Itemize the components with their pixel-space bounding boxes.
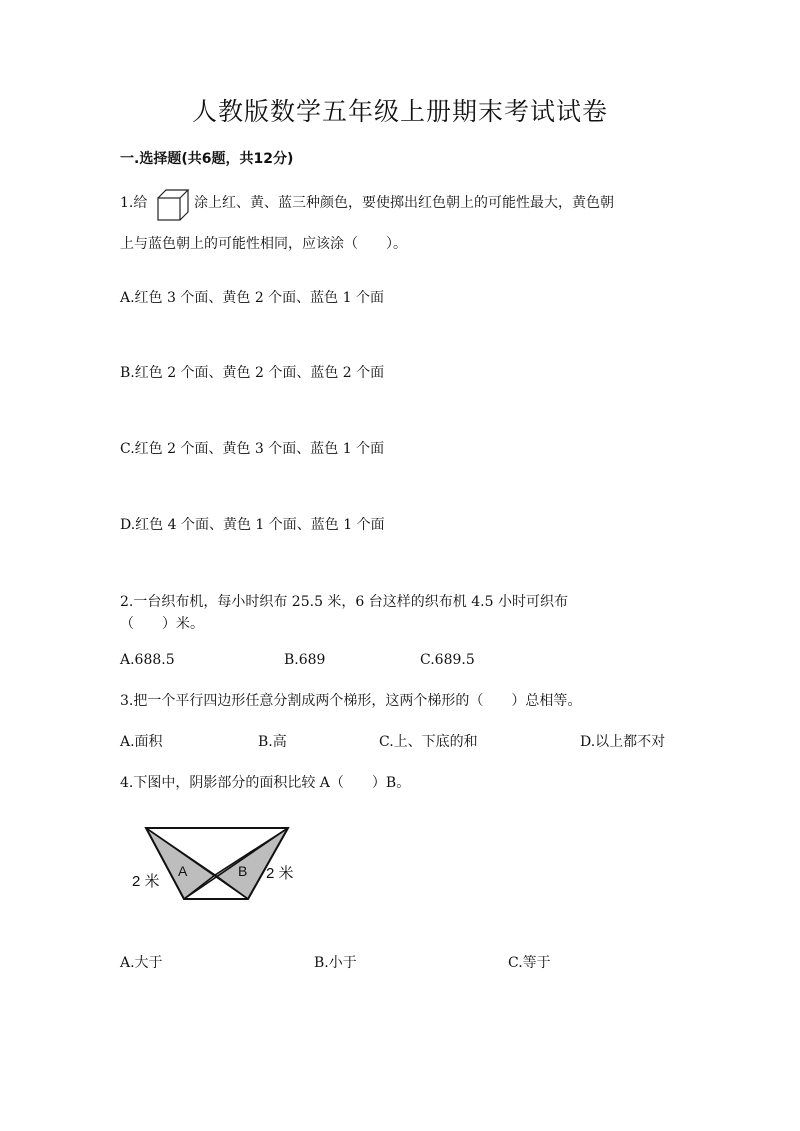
q4-option-c: C.等于	[508, 955, 551, 971]
q4-option-a: A.大于	[120, 955, 163, 971]
q1-option-b: B.红色 2 个面、黄色 2 个面、蓝色 2 个面	[120, 365, 385, 381]
q1-option-d: D.红色 4 个面、黄色 1 个面、蓝色 1 个面	[120, 517, 385, 533]
cube-icon	[156, 188, 190, 222]
q3-option-c: C.上、下底的和	[379, 734, 478, 750]
right-length-label: 2 米	[266, 865, 294, 882]
trapezoid-figure	[126, 822, 310, 908]
q1-option-c: C.红色 2 个面、黄色 3 个面、蓝色 1 个面	[120, 441, 385, 457]
q1-option-a: A.红色 3 个面、黄色 2 个面、蓝色 1 个面	[120, 290, 384, 306]
q2-option-a: A.688.5	[120, 652, 175, 668]
q2-text-line2: （ ）米。	[120, 616, 204, 632]
left-length-label: 2 米	[132, 873, 160, 890]
q1-text-line2: 上与蓝色朝上的可能性相同，应该涂（ ）。	[120, 236, 407, 252]
shaded-triangle-b	[215, 828, 288, 899]
section-heading: 一.选择题(共6题，共12分)	[120, 151, 294, 167]
q4-option-b: B.小于	[314, 955, 357, 971]
label-a: A	[178, 863, 188, 879]
q3-option-a: A.面积	[120, 734, 163, 750]
q1-prefix: 1.给	[120, 195, 148, 211]
q4-text: 4.下图中，阴影部分的面积比较 A（ ）B。	[120, 775, 411, 791]
label-b: B	[238, 863, 248, 879]
page-title: 人教版数学五年级上册期末考试试卷	[191, 97, 608, 126]
q1-text-line1: 涂上红、黄、蓝三种颜色，要使掷出红色朝上的可能性最大，黄色朝	[194, 195, 614, 211]
q2-option-b: B.689	[284, 652, 326, 668]
q2-option-c: C.689.5	[420, 652, 475, 668]
q3-option-d: D.以上都不对	[580, 734, 666, 750]
q3-option-b: B.高	[258, 734, 287, 750]
q3-text: 3.把一个平行四边形任意分割成两个梯形，这两个梯形的（ ）总相等。	[120, 693, 582, 709]
q2-text-line1: 2.一台织布机，每小时织布 25.5 米，6 台这样的织布机 4.5 小时可织布	[120, 594, 568, 610]
